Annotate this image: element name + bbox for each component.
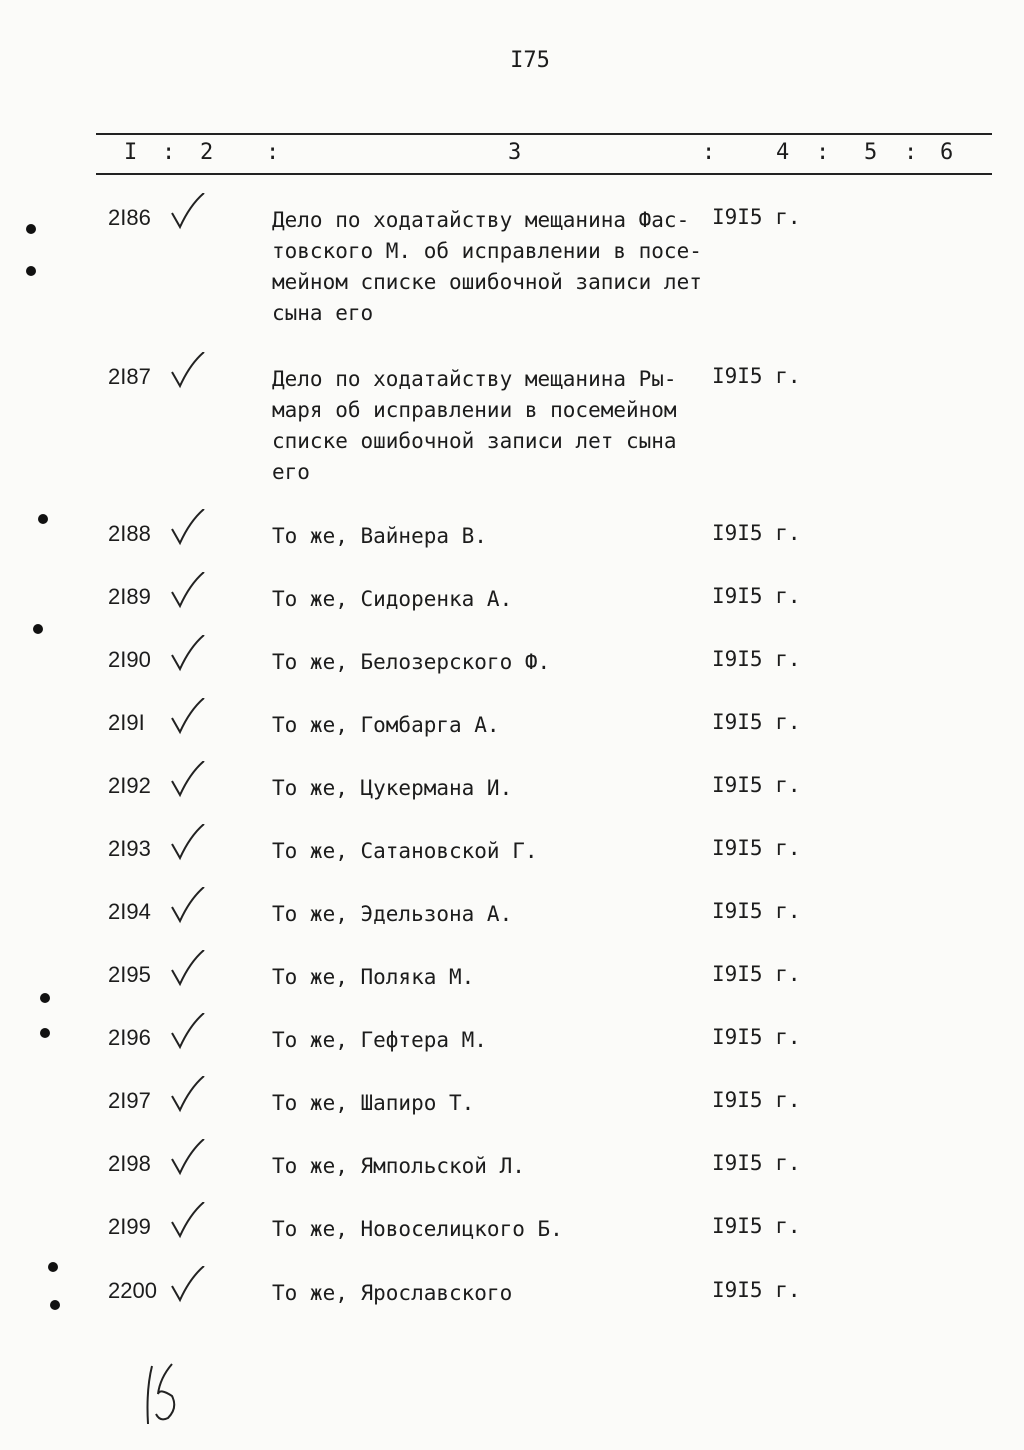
binding-hole <box>40 1028 50 1038</box>
column-header-sep: : <box>904 140 918 165</box>
checkmark-icon <box>168 1076 208 1116</box>
record-description: То же, Эдельзона А. <box>272 902 513 926</box>
binding-hole <box>40 993 50 1003</box>
checkmark-icon <box>168 1202 208 1242</box>
record-year: I9I5 г. <box>712 710 801 734</box>
column-header-3: 3 <box>508 140 522 165</box>
record-year: I9I5 г. <box>712 584 801 608</box>
record-year: I9I5 г. <box>712 899 801 923</box>
binding-hole <box>33 624 43 634</box>
record-number: 2I96 <box>108 1025 151 1050</box>
checkmark-icon <box>168 950 208 990</box>
record-description: Дело по ходатайству мещанина Ры- маря об исправлении в посемейном списке ошибочной записи лет сына его <box>272 367 677 484</box>
column-header-sep: : <box>702 140 716 165</box>
record-year: I9I5 г. <box>712 521 801 545</box>
checkmark-icon <box>168 698 208 738</box>
binding-hole <box>38 514 48 524</box>
column-header-6: 6 <box>940 140 954 165</box>
record-number: 2200 <box>108 1278 157 1303</box>
record-description: То же, Ямпольской Л. <box>272 1154 525 1178</box>
record-description: То же, Новоселицкого Б. <box>272 1217 563 1241</box>
record-description: То же, Сидоренка А. <box>272 587 513 611</box>
record-number: 2I87 <box>108 364 151 389</box>
page-number: I75 <box>510 48 550 73</box>
checkmark-icon <box>168 1266 208 1306</box>
record-year: I9I5 г. <box>712 1278 801 1302</box>
binding-hole <box>26 224 36 234</box>
record-number: 2I92 <box>108 773 151 798</box>
record-number: 2I89 <box>108 584 151 609</box>
record-year: I9I5 г. <box>712 1025 801 1049</box>
record-year: I9I5 г. <box>712 1214 801 1238</box>
record-year: I9I5 г. <box>712 1088 801 1112</box>
column-header-5: 5 <box>864 140 878 165</box>
checkmark-icon <box>168 193 208 233</box>
record-year: I9I5 г. <box>712 647 801 671</box>
record-description: То же, Гомбарга А. <box>272 713 500 737</box>
checkmark-icon <box>168 1013 208 1053</box>
record-description: То же, Вайнера В. <box>272 524 487 548</box>
record-year: I9I5 г. <box>712 773 801 797</box>
record-year: I9I5 г. <box>712 364 801 388</box>
record-number: 2I86 <box>108 205 151 230</box>
column-header-sep: : <box>266 140 280 165</box>
record-number: 2I94 <box>108 899 151 924</box>
column-header-1: I <box>124 140 138 165</box>
record-description: То же, Поляка М. <box>272 965 475 989</box>
column-header-sep: : <box>816 140 830 165</box>
header-bottom-rule <box>96 173 992 175</box>
checkmark-icon <box>168 509 208 549</box>
column-header-2: 2 <box>200 140 214 165</box>
record-number: 2I98 <box>108 1151 151 1176</box>
record-description: То же, Гефтера М. <box>272 1028 487 1052</box>
binding-hole <box>50 1300 60 1310</box>
record-year: I9I5 г. <box>712 1151 801 1175</box>
checkmark-icon <box>168 824 208 864</box>
record-number: 2I99 <box>108 1214 151 1239</box>
record-year: I9I5 г. <box>712 205 801 229</box>
binding-hole <box>26 266 36 276</box>
record-number: 2I97 <box>108 1088 151 1113</box>
record-description: Дело по ходатайству мещанина Фас- товского М. об исправлении в посе- мейном списке ошибочной записи лет сына его <box>272 208 702 325</box>
checkmark-icon <box>168 887 208 927</box>
column-header-4: 4 <box>776 140 790 165</box>
record-description: То же, Белозерского Ф. <box>272 650 551 674</box>
header-top-rule <box>96 133 992 135</box>
checkmark-icon <box>168 352 208 392</box>
record-number: 2I9I <box>108 710 145 735</box>
record-description: То же, Цукермана И. <box>272 776 513 800</box>
checkmark-icon <box>168 572 208 612</box>
checkmark-icon <box>168 761 208 801</box>
record-description: То же, Сатановской Г. <box>272 839 538 863</box>
record-year: I9I5 г. <box>712 962 801 986</box>
record-number: 2I88 <box>108 521 151 546</box>
checkmark-icon <box>168 1139 208 1179</box>
record-description: То же, Ярославского <box>272 1281 513 1305</box>
handwritten-folio-mark <box>138 1360 188 1430</box>
checkmark-icon <box>168 635 208 675</box>
record-number: 2I95 <box>108 962 151 987</box>
record-number: 2I90 <box>108 647 151 672</box>
column-header-sep: : <box>162 140 176 165</box>
record-year: I9I5 г. <box>712 836 801 860</box>
record-number: 2I93 <box>108 836 151 861</box>
record-description: То же, Шапиро Т. <box>272 1091 475 1115</box>
binding-hole <box>48 1262 58 1272</box>
